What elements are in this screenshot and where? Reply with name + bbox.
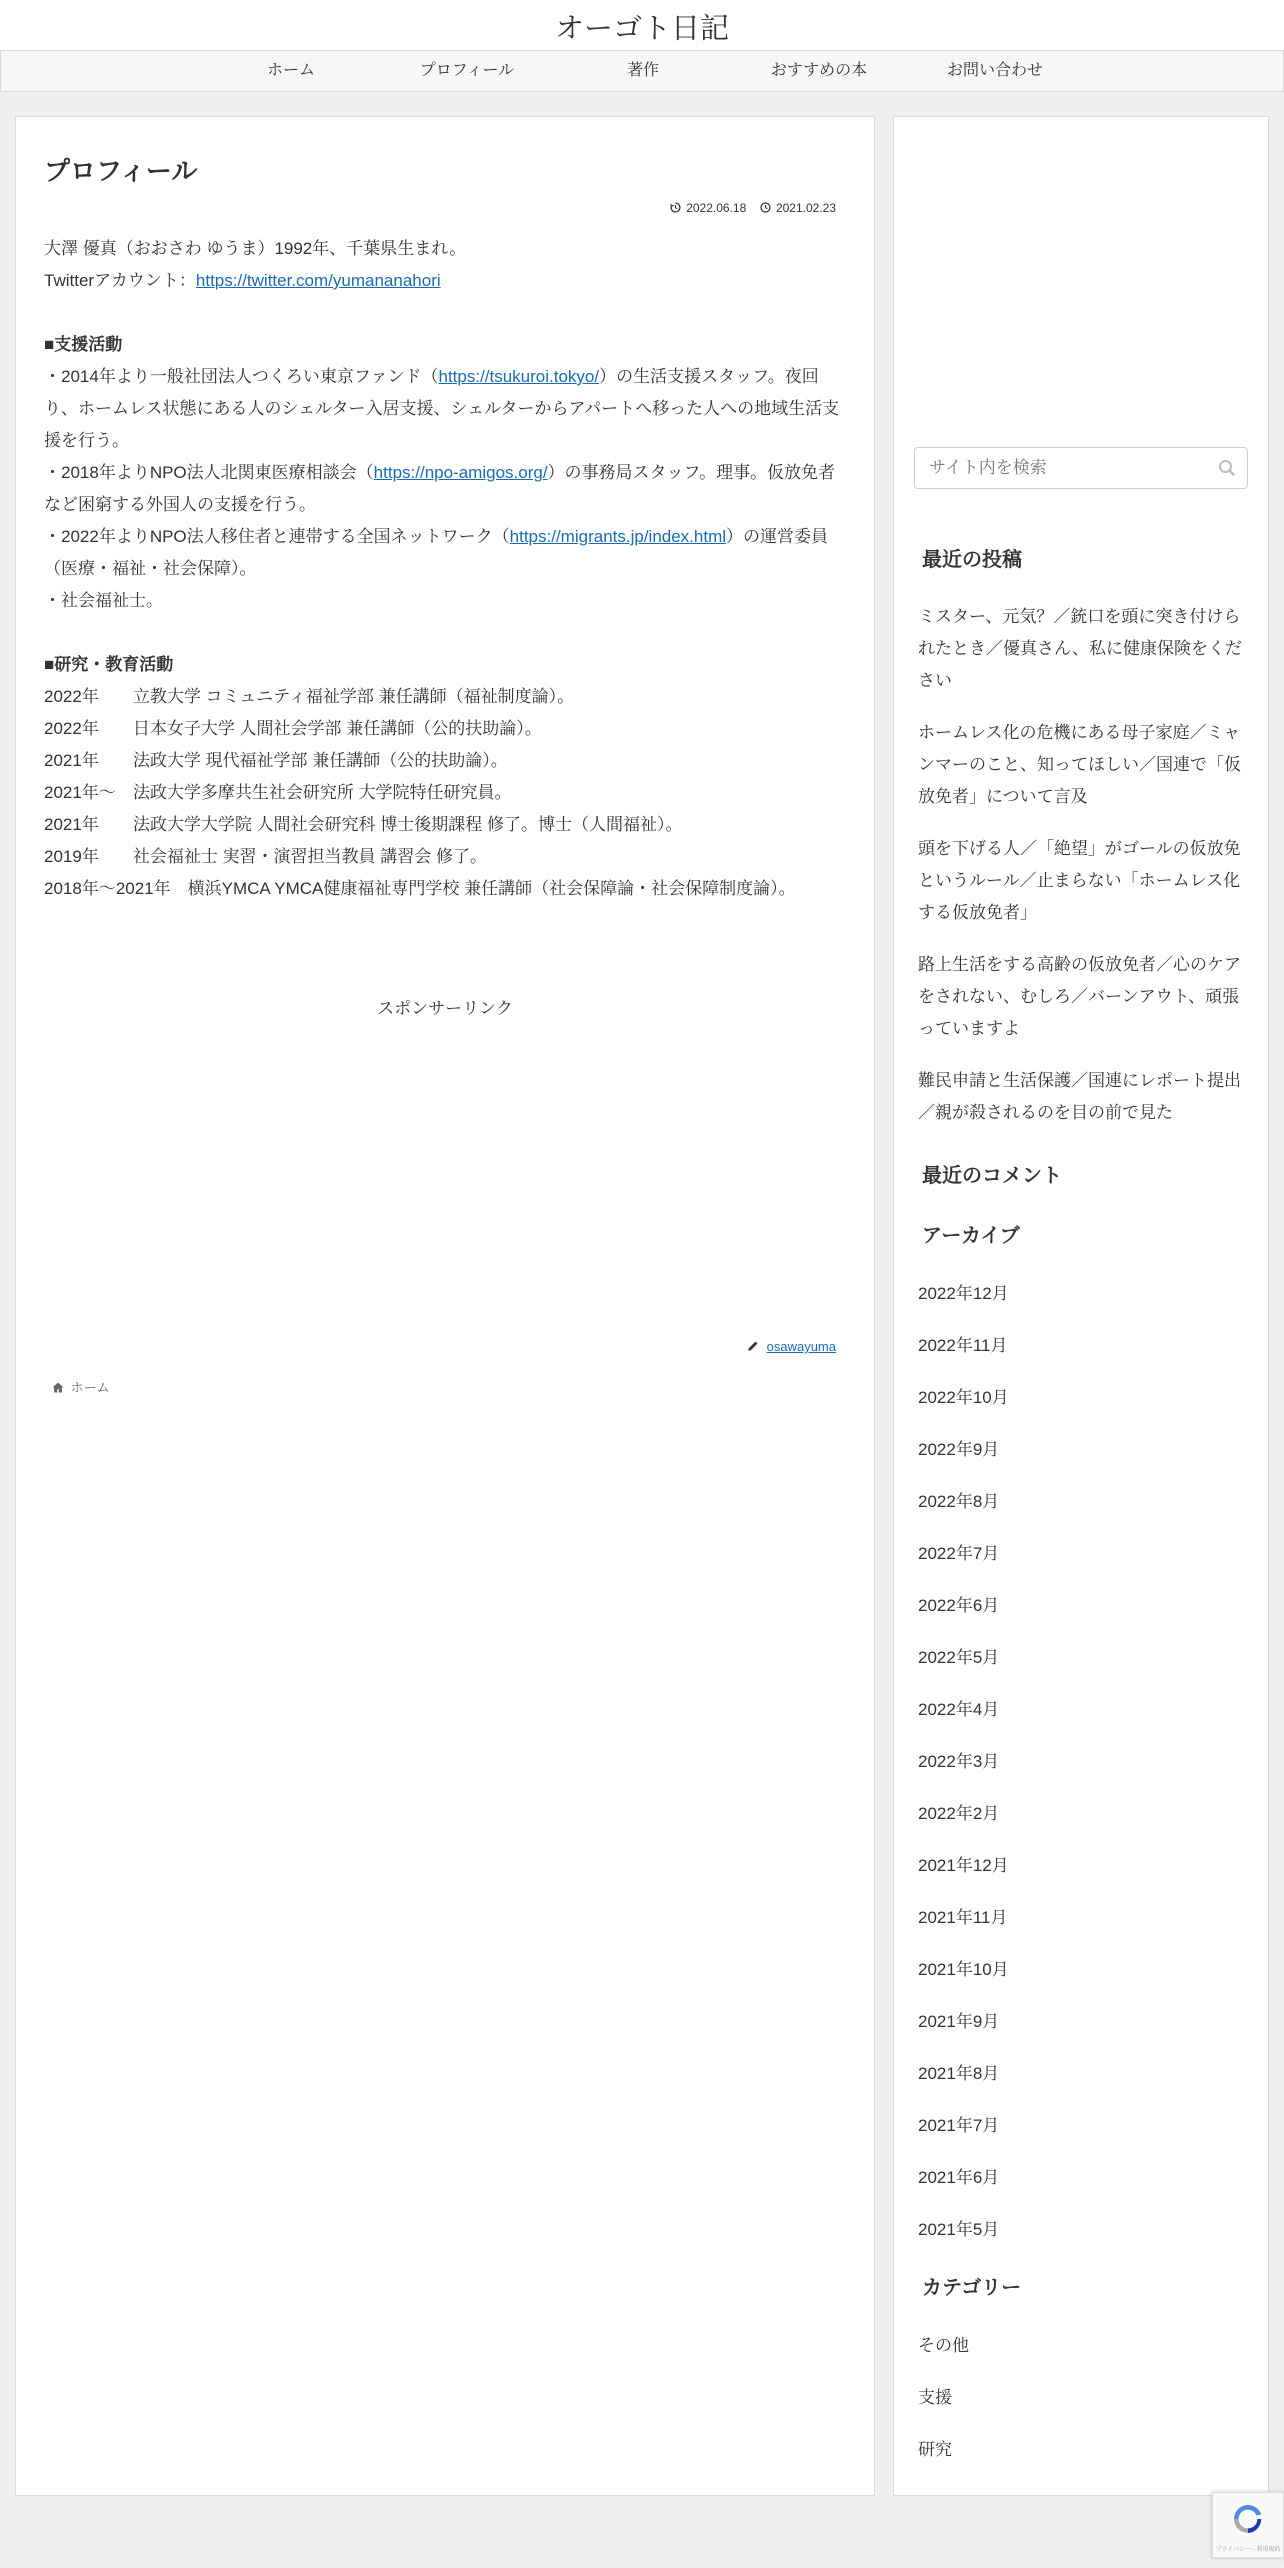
recent-post-link[interactable]: 路上生活をする高齢の仮放免者／心のケアをされない、むしろ／バーンアウト、頑張っていますよ: [918, 955, 1241, 1038]
recent-posts-title: 最近の投稿: [922, 549, 1022, 571]
support-text: ・2022年よりNPO法人移住者と連帯する全国ネットワーク（: [44, 527, 510, 546]
support-text: ）の事務局スタッフ。理事。仮放免者など困窮する外国人の支援を行う。: [44, 463, 836, 514]
support-heading: ■支援活動: [44, 335, 123, 354]
research-item: 2022年 日本女子大学 人間社会学部 兼任講師（公的扶助論）。: [44, 719, 542, 738]
recent-comments-title: 最近のコメント: [922, 1165, 1062, 1187]
support-text: ）の運営委員（医療・福祉・社会保障）。: [44, 527, 829, 578]
recent-post-link[interactable]: ミスター、元気？／銃口を頭に突き付けられたとき／優真さん、私に健康保険をください: [918, 607, 1243, 690]
home-icon: [52, 1382, 64, 1393]
page-title: プロフィール: [44, 156, 198, 186]
archive-link[interactable]: 2022年10月: [918, 1388, 1009, 1407]
article-body: [44, 233, 844, 905]
archive-link[interactable]: 2022年9月: [918, 1440, 1000, 1459]
archive-title: アーカイブ: [922, 1225, 1020, 1247]
recaptcha-icon: [1230, 2501, 1266, 2537]
research-item: 2021年 法政大学大学院 人間社会研究科 博士後期課程 修了。博士（人間福祉）。: [44, 815, 683, 834]
nav-item-home[interactable]: ホーム: [266, 62, 315, 79]
support-item: [44, 361, 844, 457]
site-header: [0, 0, 1284, 50]
support-text: ）の生活支援スタッフ。夜回り、ホームレス状態にある人のシェルター入居支援、シェルターからアパートへ移った人への地域生活支援を行う。: [44, 367, 840, 450]
research-item: 2018年～2021年 横浜YMCA YMCA健康福祉専門学校 兼任講師（社会保障論・社会保障制度論）。: [44, 879, 796, 898]
breadcrumb-home[interactable]: ホーム: [70, 1380, 110, 1395]
migrants-link[interactable]: https://migrants.jp/index.html: [509, 527, 727, 546]
archive-link[interactable]: 2022年7月: [918, 1544, 1000, 1563]
recent-post-link[interactable]: ホームレス化の危機にある母子家庭／ミャンマーのこと、知ってほしい／国連で「仮放免者」について言及: [918, 723, 1241, 806]
recent-post-link[interactable]: 頭を下げる人／「絶望」がゴールの仮放免というルール／止まらない「ホームレス化する仮放免者」: [918, 839, 1241, 922]
recent-post-link[interactable]: 難民申請と生活保護／国連にレポート提出／親が殺されるのを目の前で見た: [918, 1071, 1241, 1122]
support-item: [44, 585, 844, 617]
search-icon[interactable]: [1217, 458, 1237, 478]
archive-link[interactable]: 2022年12月: [918, 1284, 1009, 1303]
updated-date-text: 2022.06.18: [686, 201, 747, 215]
support-item: [44, 457, 844, 521]
intro-line: 大澤 優真（おおさわ ゆうま）1992年、千葉県生まれ。: [44, 239, 467, 258]
archive-link[interactable]: 2021年7月: [918, 2116, 1000, 2135]
archive-link[interactable]: 2022年6月: [918, 1596, 1000, 1615]
history-icon: [670, 202, 681, 213]
site-title[interactable]: オーゴト日記: [554, 13, 729, 45]
archive-link[interactable]: 2022年4月: [918, 1700, 1000, 1719]
archive-link[interactable]: 2021年9月: [918, 2012, 1000, 2031]
nav-item-profile[interactable]: プロフィール: [419, 62, 515, 79]
archive-link[interactable]: 2022年11月: [918, 1336, 1008, 1355]
breadcrumb: [52, 1377, 110, 1396]
search-input[interactable]: [927, 448, 1201, 488]
pencil-icon: [747, 1340, 759, 1352]
category-title: カテゴリー: [922, 2277, 1022, 2299]
support-item: [44, 521, 844, 585]
author-link[interactable]: osawayuma: [766, 1339, 836, 1354]
updated-date: [670, 201, 750, 215]
archive-link[interactable]: 2022年8月: [918, 1492, 1000, 1511]
main-nav: [0, 50, 1284, 92]
archive-link[interactable]: 2021年6月: [918, 2168, 1000, 2187]
archive-link[interactable]: 2022年3月: [918, 1752, 1000, 1771]
archive-link[interactable]: 2022年2月: [918, 1804, 1000, 1823]
sponsor-label: スポンサーリンク: [377, 999, 513, 1018]
post-author: [747, 1339, 836, 1354]
twitter-label: Twitterアカウント：: [44, 271, 196, 290]
recaptcha-label: プライバシー - 利用規約: [1215, 2547, 1281, 2553]
post-dates: [660, 201, 836, 215]
research-item: 2022年 立教大学 コミュニティ福祉学部 兼任講師（福祉制度論）。: [44, 687, 575, 706]
main-content: [15, 116, 875, 2496]
category-link-other[interactable]: その他: [918, 2336, 969, 2355]
support-text: ・2018年よりNPO法人北関東医療相談会（: [44, 463, 374, 482]
archive-link[interactable]: 2021年8月: [918, 2064, 1000, 2083]
twitter-line: [44, 265, 844, 297]
nav-item-recommended-books[interactable]: おすすめの本: [770, 62, 868, 79]
tsukuroi-link[interactable]: https://tsukuroi.tokyo/: [438, 367, 600, 386]
support-text: ・2014年より一般社団法人つくろい東京ファンド（: [44, 367, 439, 386]
amigos-link[interactable]: https://npo-amigos.org/: [373, 463, 548, 482]
support-text: ・社会福祉士。: [44, 591, 163, 610]
research-item: 2019年 社会福祉士 実習・演習担当教員 講習会 修了。: [44, 847, 487, 866]
published-date-text: 2021.02.23: [775, 201, 836, 215]
archive-link[interactable]: 2021年11月: [918, 1908, 1008, 1927]
archive-link[interactable]: 2021年10月: [918, 1960, 1009, 1979]
category-link-support[interactable]: 支援: [918, 2388, 952, 2407]
archive-link[interactable]: 2021年5月: [918, 2220, 1000, 2239]
nav-item-contact[interactable]: お問い合わせ: [946, 62, 1043, 79]
archive-link[interactable]: 2021年12月: [918, 1856, 1009, 1875]
research-item: 2021年 法政大学 現代福祉学部 兼任講師（公的扶助論）。: [44, 751, 508, 770]
twitter-link[interactable]: https://twitter.com/yumananahori: [195, 271, 441, 290]
site-search: [914, 447, 1248, 489]
published-date: [760, 201, 836, 215]
clock-icon: [760, 202, 771, 213]
nav-item-works[interactable]: 著作: [626, 62, 659, 79]
research-item: 2021年～ 法政大学多摩共生社会研究所 大学院特任研究員。: [44, 783, 512, 802]
recaptcha-badge[interactable]: [1212, 2492, 1284, 2558]
sidebar: [893, 116, 1269, 2496]
archive-link[interactable]: 2022年5月: [918, 1648, 1000, 1667]
research-heading: ■研究・教育活動: [44, 655, 174, 674]
category-link-research[interactable]: 研究: [918, 2440, 952, 2459]
